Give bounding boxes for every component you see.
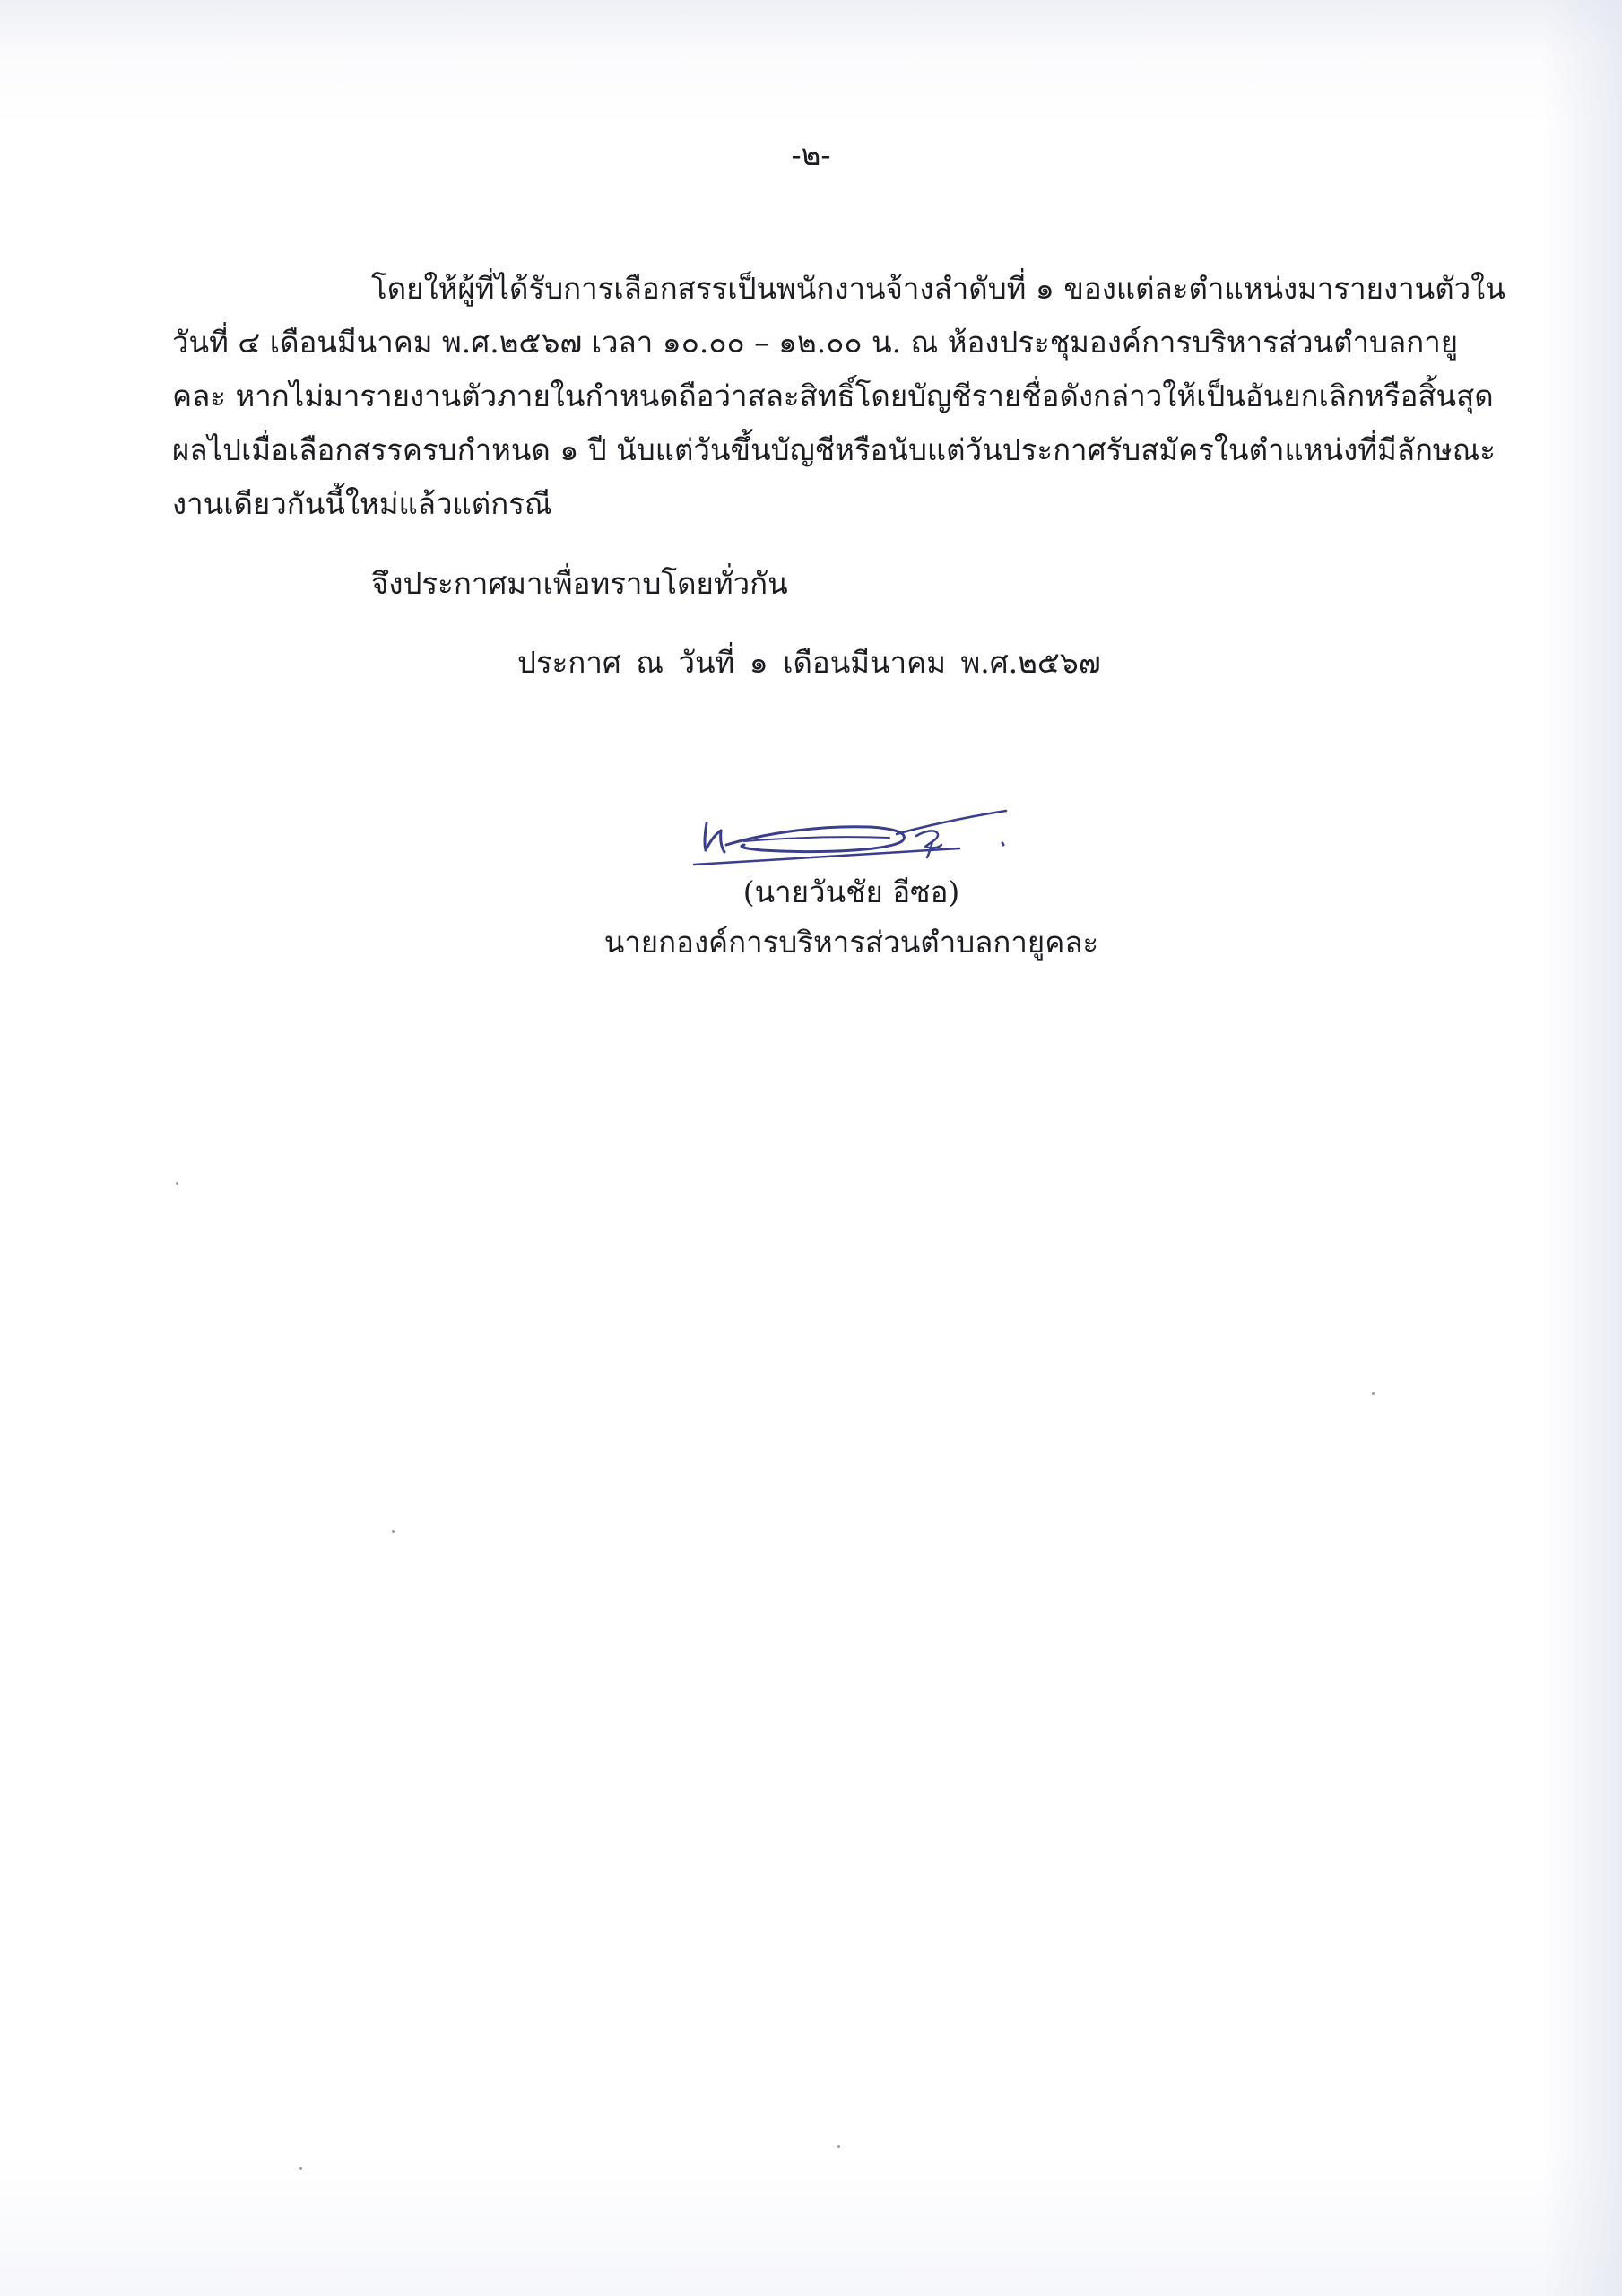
scan-speck [837,2145,840,2148]
body-paragraph [172,262,1505,531]
signer-name: (นายวันชัย อีซอ) [742,874,960,909]
signer-title: นายกองค์การบริหารส่วนตำบลกายูคละ [603,925,1099,960]
body-line: คละ หากไม่มารายงานตัวภายในกำหนดถือว่าสละสิทธิ์โดยบัญชีรายชื่อดังกล่าวให้เป็นอันยกเลิกหรือสิ้นสุด [172,378,1494,413]
signature-stroke [916,831,941,857]
closing-statement: จึงประกาศมาเพื่อทราบโดยทั่วกัน [371,566,788,601]
scan-speck [392,1530,395,1533]
body-line: งานเดียวกันนี้ใหม่แล้วแต่กรณี [172,486,552,521]
scan-edge-shade [1541,0,1622,2296]
signature-stroke [726,827,904,852]
signature-stroke [1002,843,1003,845]
page-number: -๒- [791,137,831,172]
scan-speck [299,2167,302,2170]
scan-speck [1372,1392,1375,1395]
signature-stroke [705,823,724,852]
scan-speck [176,1182,178,1185]
body-line: วันที่ ๔ เดือนมีนาคม พ.ศ.๒๕๖๗ เวลา ๑๐.๐๐ – ๑๒.๐๐ น. ณ ห้องประชุมองค์การบริหารส่วนตำบลกายู [172,325,1459,360]
signature-stroke [744,837,889,841]
signature-stroke [897,811,1006,834]
body-line: ผลไปเมื่อเลือกสรรครบกำหนด ๑ ปี นับแต่วันขึ้นบัญชีหรือนับแต่วันประกาศรับสมัครในตำแหน่งที่มีลักษณะ [172,432,1496,467]
announcement-date: ประกาศ ณ วันที่ ๑ เดือนมีนาคม พ.ศ.๒๕๖๗ [517,645,1101,680]
body-line: โดยให้ผู้ที่ได้รับการเลือกสรรเป็นพนักงานจ้างลำดับที่ ๑ ของแต่ละตำแหน่งมารายงานตัวใน [371,271,1505,306]
